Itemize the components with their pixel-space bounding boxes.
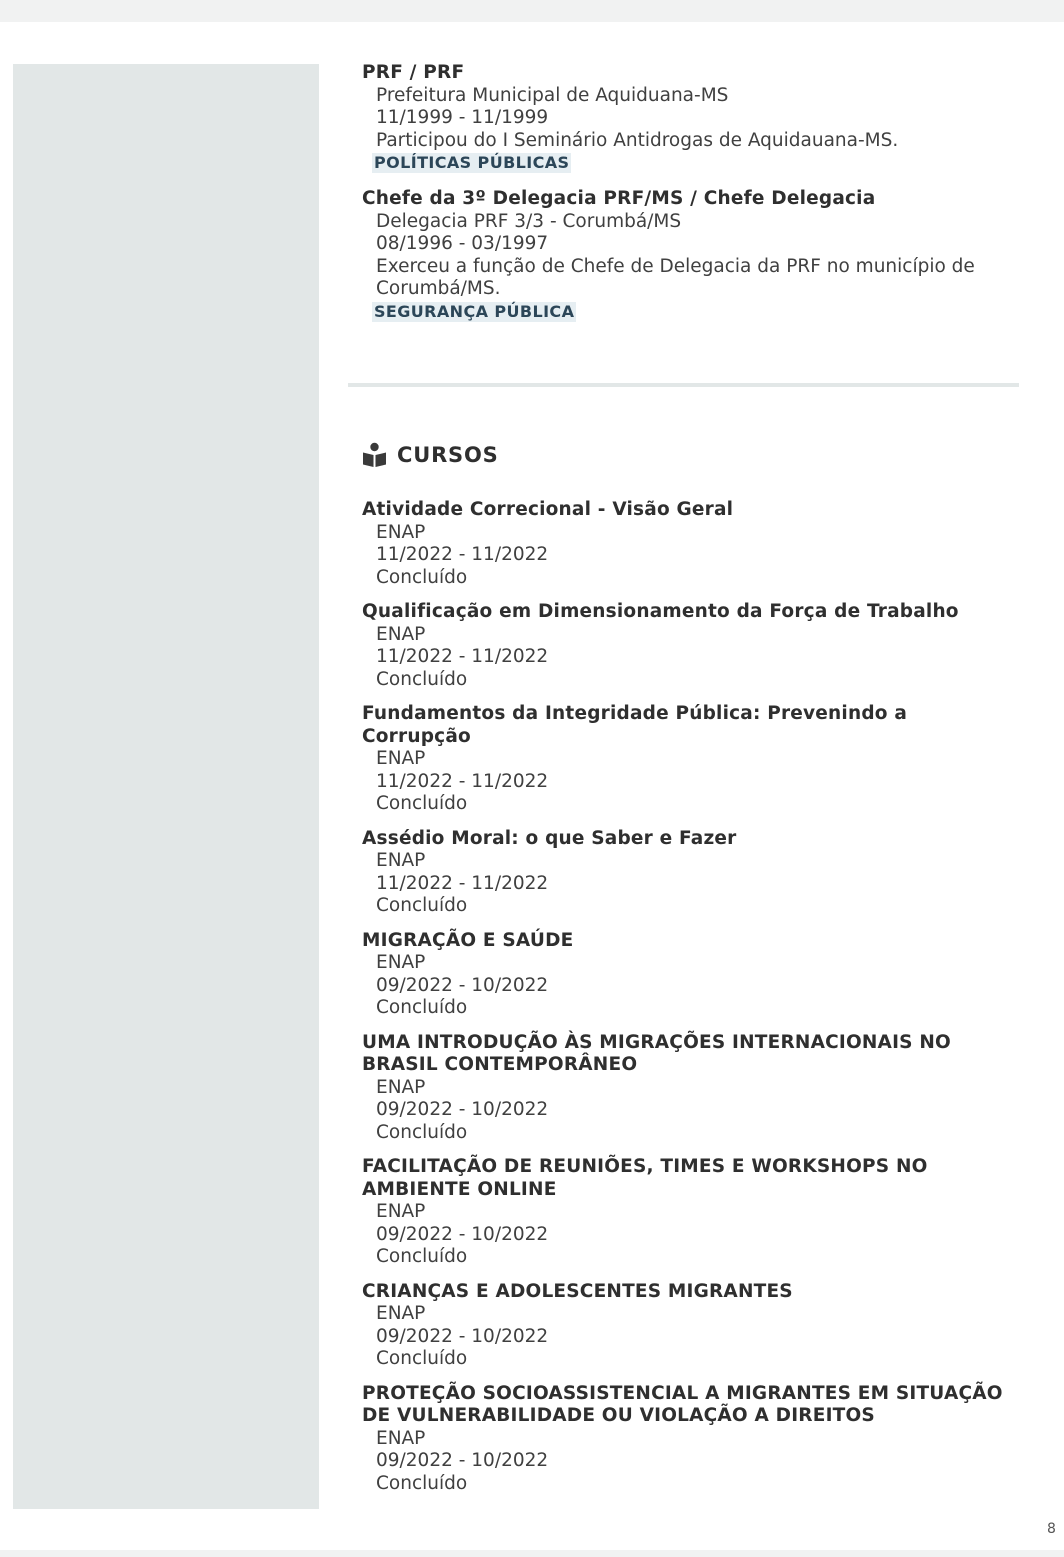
course-status: Concluído (376, 997, 468, 1018)
experience-title: PRF / PRF (362, 62, 465, 83)
course-status: Concluído (376, 793, 468, 814)
course-institution: ENAP (376, 850, 426, 871)
course-title: UMA INTRODUÇÃO ÀS MIGRAÇÕES INTERNACIONAIS NO BRASIL CONTEMPORÂNEO (362, 1031, 951, 1075)
course-entry (362, 1156, 1022, 1269)
course-entry (362, 499, 1022, 589)
course-entry (362, 1383, 1022, 1496)
course-entry (362, 828, 1022, 918)
course-period: 09/2022 - 10/2022 (376, 1325, 549, 1347)
course-institution: ENAP (376, 952, 426, 973)
experience-organization: Prefeitura Municipal de Aquiduana-MS (376, 84, 729, 106)
course-period: 09/2022 - 10/2022 (376, 1099, 549, 1120)
course-period: 09/2022 - 10/2022 (376, 974, 549, 996)
course-title: MIGRAÇÃO E SAÚDE (362, 929, 574, 951)
courses-list (362, 499, 1022, 1507)
section-divider (348, 383, 1019, 387)
course-institution: ENAP (376, 1427, 426, 1449)
course-period: 09/2022 - 10/2022 (376, 1450, 549, 1471)
course-period: 11/2022 - 11/2022 (376, 872, 549, 894)
course-institution: ENAP (376, 521, 426, 543)
page-number: 8 (1047, 1521, 1056, 1537)
course-status: Concluído (376, 1121, 468, 1143)
course-status: Concluído (376, 895, 468, 916)
course-title: CRIANÇAS E ADOLESCENTES MIGRANTES (362, 1280, 793, 1302)
course-entry (362, 703, 1022, 816)
course-entry (362, 1281, 1022, 1371)
course-status: Concluído (376, 668, 468, 690)
reader-icon (362, 442, 387, 468)
sidebar-panel (13, 64, 319, 1509)
viewer-top-bar (0, 0, 1064, 22)
experience-organization: Delegacia PRF 3/3 - Corumbá/MS (376, 210, 682, 232)
course-period: 11/2022 - 11/2022 (376, 544, 549, 565)
course-status: Concluído (376, 1246, 468, 1267)
course-title: Qualificação em Dimensionamento da Força de Trabalho (362, 601, 959, 622)
experience-entry (362, 62, 1022, 173)
course-period: 11/2022 - 11/2022 (376, 770, 549, 792)
course-institution: ENAP (376, 1201, 426, 1222)
course-title: Fundamentos da Integridade Pública: Prevenindo a Corrupção (362, 703, 907, 747)
section-title: CURSOS (397, 443, 499, 467)
course-title: PROTEÇÃO SOCIOASSISTENCIAL A MIGRANTES EM SITUAÇÃO DE VULNERABILIDADE OU VIOLAÇÃO A DIREITOS (362, 1382, 1003, 1426)
course-title: Assédio Moral: o que Saber e Fazer (362, 827, 737, 849)
course-entry (362, 1032, 1022, 1145)
course-period: 09/2022 - 10/2022 (376, 1223, 549, 1245)
viewer-bottom-bar (0, 1550, 1064, 1557)
experience-tag: POLÍTICAS PÚBLICAS (374, 153, 570, 172)
experience-title: Chefe da 3º Delegacia PRF/MS / Chefe Delegacia (362, 188, 876, 209)
course-title: FACILITAÇÃO DE REUNIÕES, TIMES E WORKSHOPS NO AMBIENTE ONLINE (362, 1156, 928, 1200)
experience-list (362, 62, 1022, 337)
course-title: Atividade Correcional - Visão Geral (362, 499, 734, 520)
experience-description: Participou do I Seminário Antidrogas de Aquidauana-MS. (376, 129, 899, 151)
course-institution: ENAP (376, 1303, 426, 1324)
course-institution: ENAP (376, 623, 426, 645)
experience-period: 08/1996 - 03/1997 (376, 233, 549, 254)
course-status: Concluído (376, 1348, 468, 1369)
course-status: Concluído (376, 566, 468, 588)
experience-tag: SEGURANÇA PÚBLICA (374, 301, 575, 321)
course-status: Concluído (376, 1472, 468, 1494)
experience-entry (362, 188, 1022, 322)
experience-period: 11/1999 - 11/1999 (376, 107, 549, 128)
courses-section-header (362, 442, 499, 468)
course-period: 11/2022 - 11/2022 (376, 646, 549, 667)
course-entry (362, 930, 1022, 1020)
course-institution: ENAP (376, 748, 426, 769)
experience-description: Exerceu a função de Chefe de Delegacia da PRF no município de Corumbá/MS. (376, 255, 975, 299)
course-institution: ENAP (376, 1076, 426, 1098)
course-entry (362, 601, 1022, 691)
